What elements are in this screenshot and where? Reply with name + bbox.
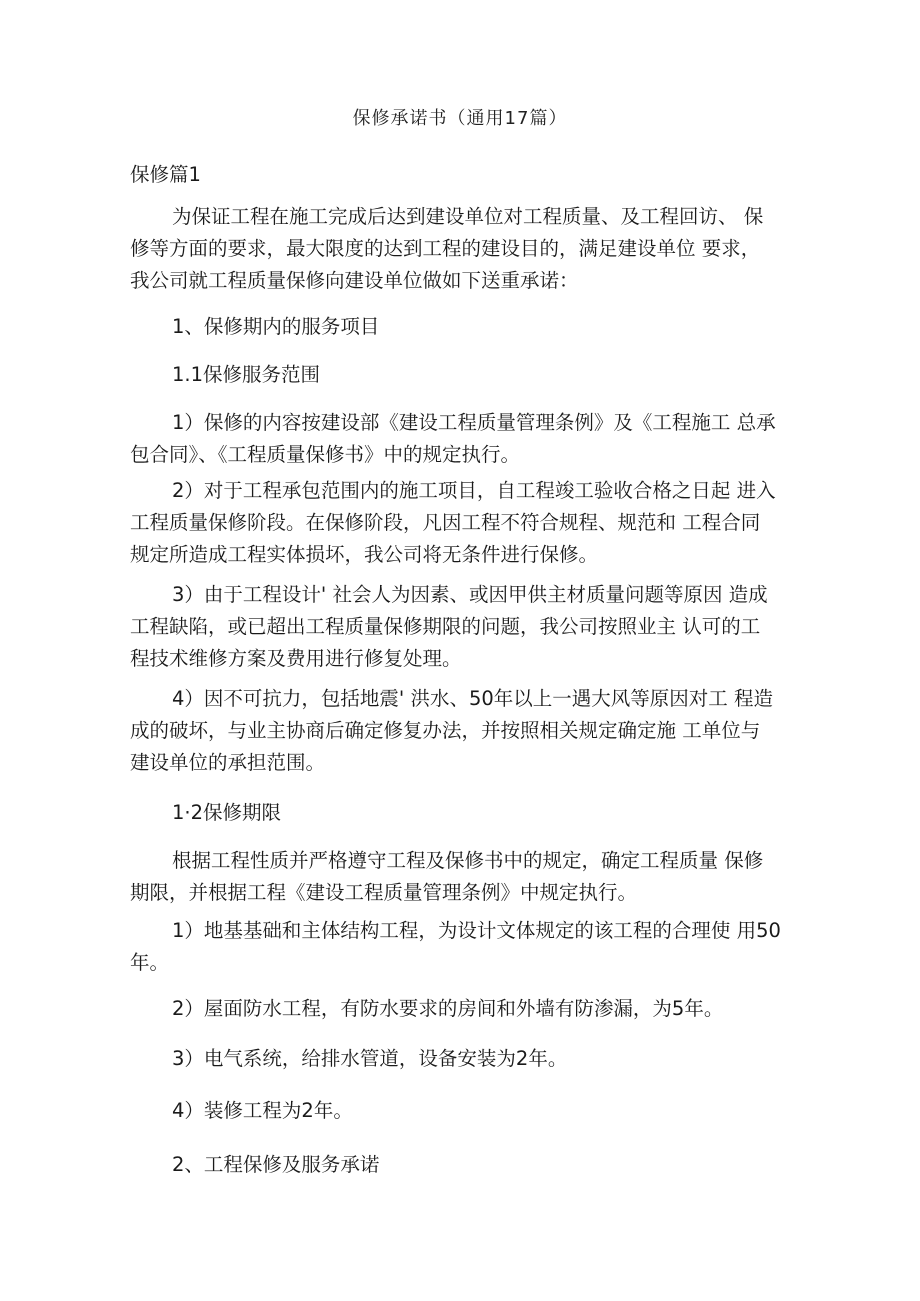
paragraph-line: 年。 bbox=[130, 951, 170, 974]
paragraph-line: 4）因不可抗力，包括地震' 洪水、50年以上一遇大风等原因对工 程造 bbox=[172, 687, 773, 710]
section-title: 保修篇1 bbox=[130, 163, 201, 186]
paragraph-line: 2）对于工程承包范围内的施工项目，自工程竣工验收合格之日起 进入 bbox=[172, 479, 776, 502]
document-title: 保修承诺书（通用17篇） bbox=[352, 108, 568, 129]
paragraph-line: 我公司就工程质量保修向建设单位做如下送重承诺： bbox=[130, 269, 579, 292]
paragraph-line: 工程缺陷，或已超出工程质量保修期限的问题，我公司按照业主 认可的工 bbox=[130, 615, 761, 638]
paragraph-line: 3）由于工程设计' 社会人为因素、或因甲供主材质量问题等原因 造成 bbox=[172, 583, 768, 606]
paragraph-line: 2）屋面防水工程，有防水要求的房间和外墙有防渗漏，为5年。 bbox=[172, 997, 724, 1020]
paragraph-line: 程技术维修方案及费用进行修复处理。 bbox=[130, 647, 462, 670]
heading-1-2: 1·2保修期限 bbox=[172, 801, 282, 824]
paragraph-line: 4）装修工程为2年。 bbox=[172, 1099, 353, 1122]
paragraph-line: 3）电气系统，给排水管道，设备安装为2年。 bbox=[172, 1047, 568, 1070]
paragraph-line: 工程质量保修阶段。在保修阶段，凡因工程不符合规程、规范和 工程合同 bbox=[130, 511, 761, 534]
paragraph-line: 修等方面的要求，最大限度的达到工程的建设目的，满足建设单位 要求， bbox=[130, 237, 761, 260]
heading-1: 1、保修期内的服务项目 bbox=[172, 315, 380, 338]
paragraph-line: 规定所造成工程实体损坏，我公司将无条件进行保修。 bbox=[130, 543, 599, 566]
paragraph-line: 1）地基基础和主体结构工程，为设计文体规定的该工程的合理使 用50 bbox=[172, 919, 781, 942]
paragraph-line: 包合同》、《工程质量保修书》中的规定执行。 bbox=[130, 443, 521, 466]
paragraph-line: 1）保修的内容按建设部《建设工程质量管理条例》及《工程施工 总承 bbox=[172, 411, 776, 434]
paragraph-line: 为保证工程在施工完成后达到建设单位对工程质量、及工程回访、 保 bbox=[172, 205, 764, 228]
paragraph-line: 建设单位的承担范围。 bbox=[130, 751, 326, 774]
paragraph-line: 根据工程性质并严格遵守工程及保修书中的规定，确定工程质量 保修 bbox=[172, 849, 764, 872]
heading-2: 2、工程保修及服务承诺 bbox=[172, 1153, 380, 1176]
paragraph-line: 成的破坏，与业主协商后确定修复办法，并按照相关规定确定施 工单位与 bbox=[130, 719, 761, 742]
paragraph-line: 期限，并根据工程《建设工程质量管理条例》中规定执行。 bbox=[130, 881, 638, 904]
heading-1-1: 1.1保修服务范围 bbox=[172, 363, 321, 386]
